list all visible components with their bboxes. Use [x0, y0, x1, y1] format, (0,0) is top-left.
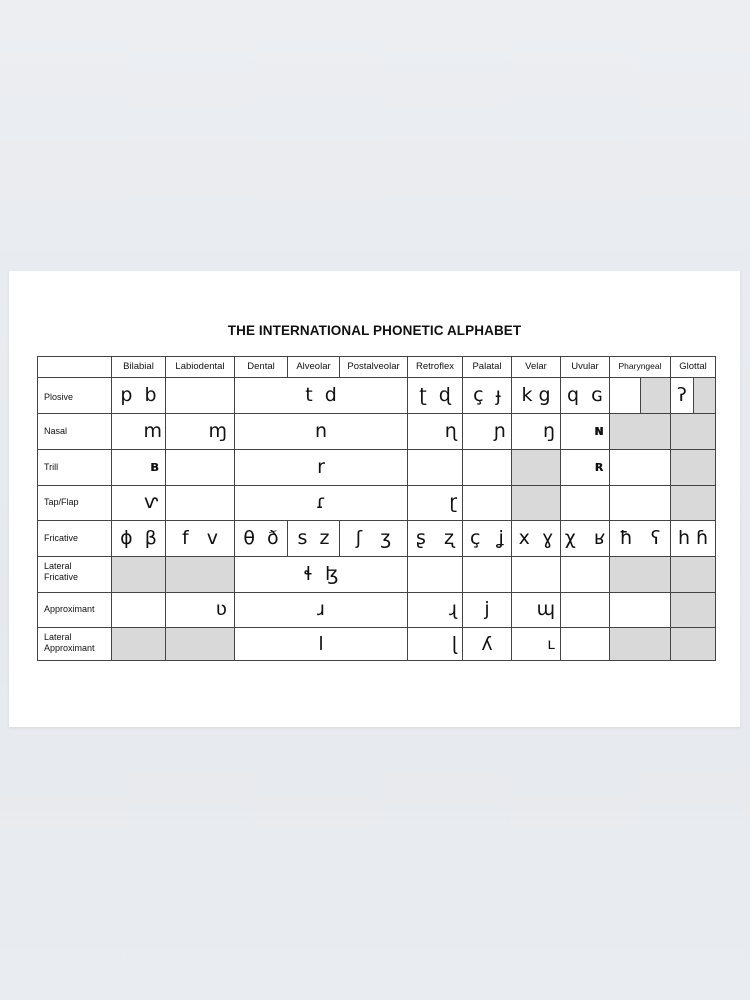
col-header-glottal: Glottal	[679, 361, 707, 372]
row-label-lateral-fricative: Lateral Fricative	[44, 561, 79, 582]
ipa-consonant-table	[37, 356, 716, 661]
cell-tap-velar	[511, 485, 561, 521]
cell-latfric-labiodental	[165, 556, 235, 593]
symbol-fricative-postalveolar: ʃ ʒ	[355, 526, 392, 549]
cell-trill-velar	[511, 449, 561, 486]
cell-latfric-uvular	[560, 556, 610, 593]
cell-trill-labiodental	[165, 449, 235, 486]
symbol-trill-bilabial: ʙ	[150, 459, 159, 475]
cell-trill-palatal	[462, 449, 512, 486]
cell-nasal-glottal	[670, 413, 716, 450]
symbol-nasal-uvular: ɴ	[594, 423, 604, 439]
col-header-postalveolar: Postalveolar	[347, 361, 400, 372]
symbol-approx-velar: ɰ	[536, 598, 555, 620]
symbol-fricative-palatal: ç ʝ	[469, 526, 505, 549]
symbol-fricative-alveolar: s z	[297, 526, 330, 549]
symbol-nasal-labiodental: ɱ	[208, 419, 227, 442]
col-header-alveolar: Alveolar	[296, 361, 331, 372]
row-label-lateral-approximant: Lateral Approximant	[44, 632, 95, 653]
symbol-tap-retroflex: ɽ	[449, 491, 457, 513]
symbol-plosive-velar: k g	[521, 383, 551, 406]
symbol-fricative-pharyngeal: ħ ʕ	[619, 526, 661, 549]
col-header-velar: Velar	[525, 361, 547, 372]
chart-title: THE INTERNATIONAL PHONETIC ALPHABET	[227, 323, 522, 338]
cell-plosive-pharyngeal-vd	[640, 377, 671, 414]
cell-approx-glottal	[670, 592, 716, 628]
cell-trill-retroflex	[407, 449, 463, 486]
symbol-plosive-retroflex: ʈ ɖ	[419, 383, 451, 406]
symbol-plosive-glottal: ʔ	[677, 383, 687, 406]
col-header-bilabial: Bilabial	[123, 361, 154, 372]
cell-latfric-palatal	[462, 556, 512, 593]
col-header-palatal: Palatal	[472, 361, 502, 372]
col-header-pharyngeal: Pharyngeal	[618, 360, 662, 371]
row-label-trill: Trill	[44, 461, 59, 472]
row-label-nasal: Nasal	[44, 425, 68, 436]
symbol-approx-labiodental: ʋ	[215, 598, 227, 620]
symbol-approx-palatal: j	[484, 598, 490, 620]
symbol-fricative-uvular: χ ʁ	[564, 526, 606, 549]
col-header-uvular: Uvular	[571, 361, 599, 372]
cell-latapprox-uvular	[560, 627, 610, 661]
col-header-dental: Dental	[247, 361, 275, 372]
symbol-nasal-alveolar: n	[314, 419, 328, 442]
symbol-tap-labiodental-flap: ⱱ	[144, 491, 158, 513]
symbol-trill-uvular: ʀ	[595, 459, 604, 475]
cell-latapprox-labiodental	[165, 627, 235, 661]
symbol-nasal-bilabial: m	[143, 419, 162, 442]
symbol-latapprox-retroflex: ɭ	[451, 632, 457, 655]
symbol-latapprox-velar: ʟ	[547, 634, 555, 653]
cell-latapprox-glottal	[670, 627, 716, 661]
symbol-fricative-labiodental: f v	[181, 526, 219, 549]
row-label-approximant: Approximant	[44, 604, 95, 614]
symbol-fricative-velar: x ɣ	[518, 526, 554, 549]
cell-nasal-pharyngeal	[609, 413, 671, 450]
cell-plosive-glottal-vd	[693, 377, 716, 414]
row-label-fricative: Fricative	[44, 532, 79, 543]
symbol-latapprox-alveolar: l	[318, 632, 324, 655]
symbol-tap-alveolar: ɾ	[315, 491, 327, 513]
col-header-labiodental: Labiodental	[175, 361, 225, 372]
symbol-latfric-alveolar: ɬ ɮ	[303, 562, 339, 585]
cell-latfric-pharyngeal	[609, 556, 671, 593]
cell-trill-pharyngeal	[609, 449, 671, 486]
symbol-plosive-uvular: q ɢ	[566, 383, 604, 406]
symbol-fricative-glottal: h ɦ	[677, 526, 709, 549]
symbol-nasal-palatal: ɲ	[493, 419, 506, 442]
cell-latfric-bilabial	[111, 556, 166, 593]
cell-latfric-retroflex	[407, 556, 463, 593]
symbol-approx-retroflex: ɻ	[449, 598, 457, 620]
symbol-fricative-bilabial: ɸ β	[120, 526, 157, 549]
col-header-retroflex: Retroflex	[415, 361, 454, 372]
cell-tap-uvular	[560, 485, 610, 521]
row-label-tap-flap: Tap/Flap	[44, 497, 79, 507]
symbol-trill-alveolar: r	[317, 455, 325, 478]
cell-tap-glottal	[670, 485, 716, 521]
cell-latfric-glottal	[670, 556, 716, 593]
symbol-plosive-bilabial: p b	[120, 383, 157, 406]
symbol-plosive-palatal: ç ɟ	[473, 383, 501, 406]
cell-trill-glottal	[670, 449, 716, 486]
symbol-fricative-dental: θ ð	[243, 526, 279, 549]
cell-approx-uvular	[560, 592, 610, 628]
cell-tap-pharyngeal	[609, 485, 671, 521]
row-label-plosive: Plosive	[44, 391, 74, 402]
cell-approx-pharyngeal	[609, 592, 671, 628]
symbol-approx-alveolar: ɹ	[317, 598, 325, 620]
cell-latapprox-pharyngeal	[609, 627, 671, 661]
corner-cell	[37, 356, 112, 378]
symbol-fricative-retroflex: ʂ ʐ	[416, 526, 454, 549]
symbol-nasal-retroflex: ɳ	[444, 419, 457, 442]
symbol-plosive-alveolar: t d	[305, 383, 337, 406]
symbol-latapprox-palatal: ʎ	[481, 632, 493, 655]
cell-tap-palatal	[462, 485, 512, 521]
poster	[9, 271, 740, 727]
cell-plosive-labiodental	[165, 377, 235, 414]
cell-latapprox-bilabial	[111, 627, 166, 661]
cell-latfric-velar	[511, 556, 561, 593]
symbol-nasal-velar: ŋ	[542, 419, 555, 442]
cell-tap-labiodental	[165, 485, 235, 521]
cell-plosive-pharyngeal-vl	[609, 377, 641, 414]
cell-approx-bilabial	[111, 592, 166, 628]
